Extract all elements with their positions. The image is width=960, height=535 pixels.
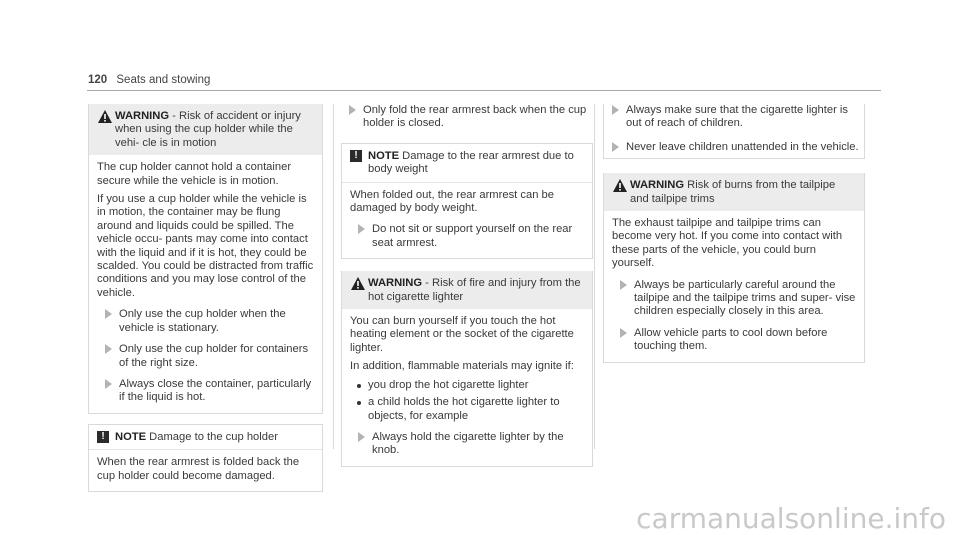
cup-holder-warning-box (88, 104, 323, 414)
child-safety-steps (603, 104, 865, 159)
arrow-icon (612, 142, 619, 152)
instruction-step: Always make sure that the cigarette lighter is out of reach of children. (604, 104, 864, 131)
arrow-icon (358, 432, 365, 442)
instruction-step: Always be particularly careful around the tailpipe and the tailpipe trims and super- vise children especially closely in this area. (612, 279, 856, 319)
column-2 (333, 104, 593, 467)
header-rule (87, 90, 881, 91)
warning-label: WARNING (115, 110, 170, 122)
warning-body: The exhaust tailpipe and tailpipe trims can become very hot. If you come into contact with these parts of the vehicle, you could burn yourself. Always be particularly careful around the tailpipe and the tailpipe trims and super- vise children especially closely in this area. Allow vehicle parts to cool down before touching them. (612, 217, 856, 353)
note-body: When folded out, the rear armrest can be damaged by body weight. Do not sit or support yourself on the rear seat armrest. (342, 182, 592, 259)
instruction-step: Never leave children unattended in the vehicle. (604, 141, 864, 154)
instruction-step: Only fold the rear armrest back when the cup holder is closed. (341, 104, 603, 131)
note-label: NOTE (368, 149, 400, 162)
instruction-step: Only use the cup holder for containers of the right size. (97, 343, 314, 370)
note-label: NOTE (115, 430, 147, 443)
arrow-icon (349, 105, 356, 115)
warning-title: - Risk of accident or injury when using the cup holder while the vehi- cle is in motion (115, 110, 301, 149)
warning-header (342, 271, 592, 309)
bullet-item: a child holds the hot cigarette lighter to objects, for example (350, 396, 584, 423)
warning-label: WARNING (630, 179, 685, 192)
arrow-icon (105, 379, 112, 389)
column-divider (594, 104, 595, 449)
armrest-note-box (341, 143, 593, 259)
arrow-icon (105, 309, 112, 319)
warning-triangle-icon (351, 277, 365, 290)
column-divider (333, 104, 334, 449)
arrow-icon (105, 344, 112, 354)
note-header (342, 144, 592, 182)
note-header (89, 424, 322, 449)
bullet-item: you drop the hot cigarette lighter (350, 379, 584, 392)
warning-body (89, 155, 322, 413)
arrow-icon (358, 224, 365, 234)
tailpipe-warning-box (603, 173, 865, 362)
section-title: Seats and stowing (116, 74, 211, 86)
column-1 (88, 104, 323, 492)
page-number: 120 (88, 74, 108, 86)
instruction-step: Do not sit or support yourself on the rear seat armrest. (350, 223, 584, 250)
warning-header (89, 104, 322, 155)
exclamation-icon: ! (350, 150, 362, 162)
watermark: carmanualsonline.info (636, 501, 946, 535)
note-title: Damage to the cup holder (146, 430, 278, 443)
warning-header (604, 173, 864, 211)
bullet-icon (357, 384, 361, 388)
warning-title: Risk of burns from the tailpipe and tailpipe trims (630, 179, 836, 205)
bullet-icon (357, 401, 361, 405)
note-title: Damage to the rear armrest due to body weight (368, 149, 574, 176)
warning-title: - Risk of fire and injury from the hot cigarette lighter (368, 277, 581, 303)
cigarette-lighter-warning-box (341, 271, 593, 466)
warning-paragraph: If you use a cup holder while the vehicle is in motion, the container may be flung around and liquids could be spilled. The vehicle occu- pants may come into contact with the liquid and if it is hot, they could be scalded. You could be distracted from traffic conditions and you may lose control of the vehicle. (97, 193, 314, 299)
instruction-step: Only use the cup holder when the vehicle is stationary. (97, 308, 314, 335)
arrow-icon (620, 280, 627, 290)
instruction-step: Always hold the cigarette lighter by the knob. (350, 431, 584, 458)
instruction-step: Always close the container, particularly if the liquid is hot. (97, 378, 314, 405)
warning-triangle-icon (613, 179, 627, 192)
cup-holder-note-box (88, 424, 323, 492)
exclamation-icon: ! (97, 431, 109, 443)
warning-body: You can burn yourself if you touch the hot heating element or the socket of the cigarette lighter. In addition, flammable materials may ignite if: you drop the hot cigarette lighter a child holds the hot cigarette lighter to objects, for example Always hold the cigarette lighter by the knob. (342, 309, 592, 466)
page-header (88, 74, 210, 87)
column-3 (603, 104, 865, 363)
instruction-step: Allow vehicle parts to cool down before touching them. (612, 327, 856, 354)
warning-paragraph: The cup holder cannot hold a container secure while the vehicle is in motion. (97, 161, 292, 187)
arrow-icon (620, 328, 627, 338)
warning-triangle-icon (98, 110, 112, 123)
arrow-icon (612, 105, 619, 115)
warning-label: WARNING (368, 277, 423, 290)
note-body: When the rear armrest is folded back the cup holder could become damaged. (89, 449, 322, 491)
